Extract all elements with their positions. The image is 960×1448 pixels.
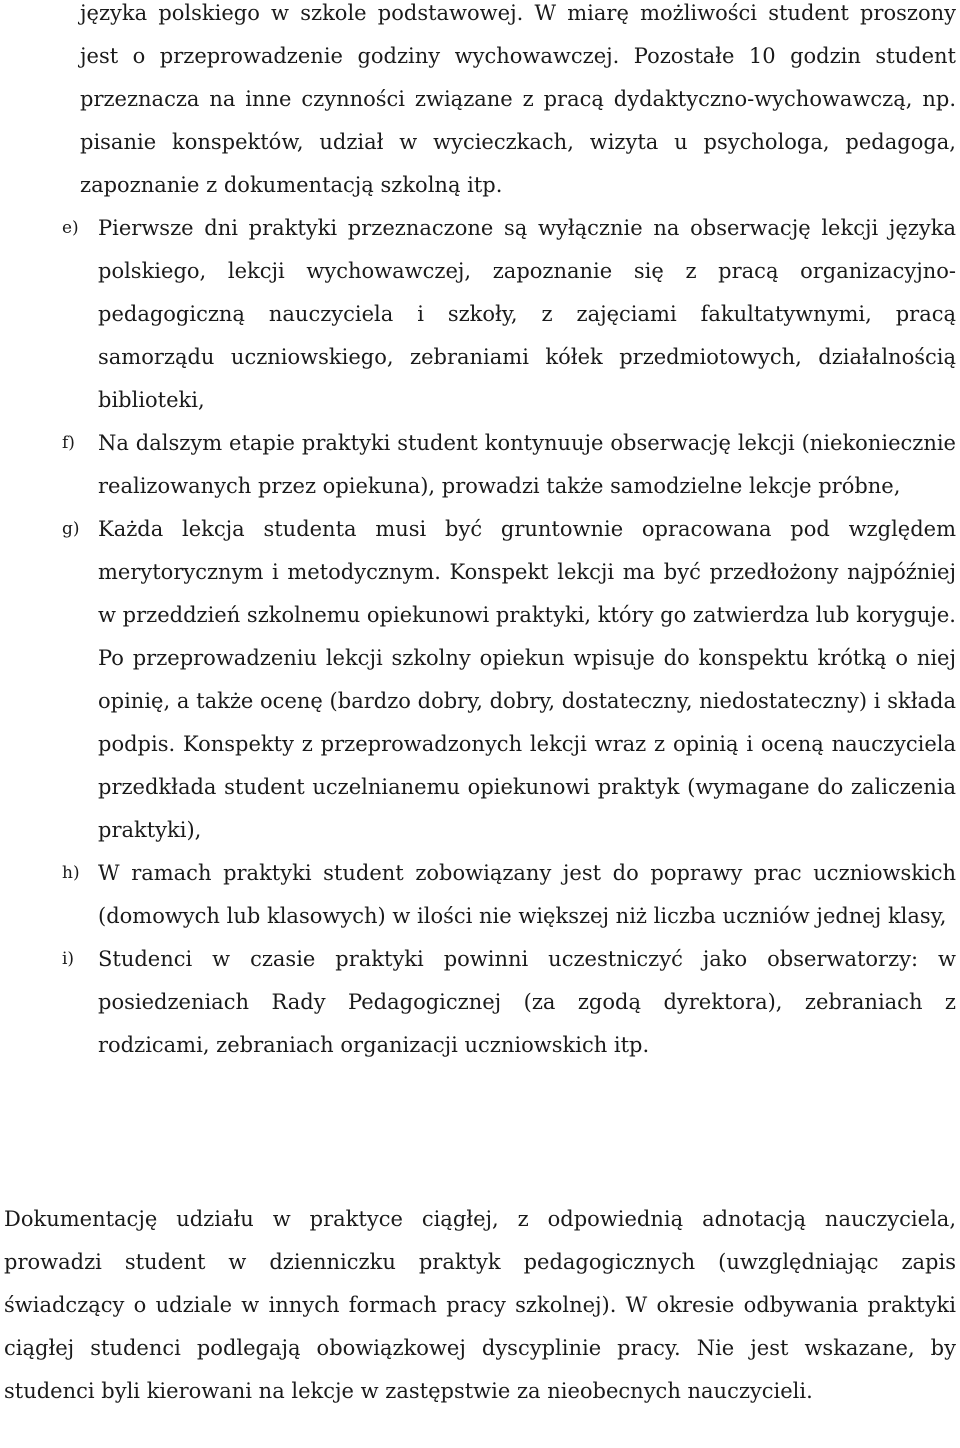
practice-rules-list bbox=[0, 207, 956, 1067]
list-item-text: Każda lekcja studenta musi być gruntownie opracowana pod względem merytorycznym i metodycznym. Konspekt lekcji ma być przedłożony najpóźniej w przeddzień szkolnemu opiekunowi praktyki, który go zatwierdza lub koryguje. Po przeprowadzeniu lekcji szkolny opiekun wpisuje do konspektu krótką o niej opinię, a także ocenę (bardzo dobry, dobry, dostateczny, niedostateczny) i składa podpis. Konspekty z przeprowadzonych lekcji wraz z opinią i oceną nauczyciela przedkłada student uczelnianemu opiekunowi praktyk (wymagane do zaliczenia praktyki), bbox=[98, 517, 956, 842]
list-item bbox=[0, 207, 956, 422]
closing-paragraph: Dokumentację udziału w praktyce ciągłej, z odpowiednią adnotacją nauczyciela, prowadzi student w dzienniczku praktyk pedagogicznych (uwzględniając zapis świadczący o udziale w innych formach pracy szkolnej). W okresie odbywania praktyki ciągłej studenci podlegają obowiązkowej dyscyplinie pracy. Nie jest wskazane, by studenci byli kierowani na lekcje w zastępstwie za nieobecnych nauczycieli. bbox=[4, 1207, 956, 1403]
list-item bbox=[0, 422, 956, 508]
list-marker: i) bbox=[62, 949, 75, 969]
list-item bbox=[0, 938, 956, 1067]
list-item-text: Pierwsze dni praktyki przeznaczone są wyłącznie na obserwację lekcji języka polskiego, lekcji wychowawczej, zapoznanie się z pracą organizacyjno-pedagogiczną nauczyciela i szkoły, z zajęciami fakultatywnymi, pracą samorządu uczniowskiego, zebraniami kółek przedmiotowych, działalnością biblioteki, bbox=[98, 216, 956, 412]
list-item bbox=[0, 852, 956, 938]
list-item bbox=[0, 508, 956, 852]
list-marker: e) bbox=[62, 218, 79, 238]
list-item-text: Na dalszym etapie praktyki student kontynuuje obserwację lekcji (niekoniecznie realizowanych przez opiekuna), prowadzi także samodzielne lekcje próbne, bbox=[98, 431, 956, 498]
list-marker: h) bbox=[62, 863, 80, 883]
list-item-text: W ramach praktyki student zobowiązany jest do poprawy prac uczniowskich (domowych lub klasowych) w ilości nie większej niż liczba uczniów jednej klasy, bbox=[98, 861, 956, 928]
list-marker: g) bbox=[62, 519, 80, 539]
list-marker: f) bbox=[62, 433, 75, 453]
list-item-text: Studenci w czasie praktyki powinni uczestniczyć jako obserwatorzy: w posiedzeniach Rady Pedagogicznej (za zgodą dyrektora), zebraniach z rodzicami, zebraniach organizacji uczniowskich itp. bbox=[98, 947, 956, 1057]
intro-paragraph: języka polskiego w szkole podstawowej. W miarę możliwości student proszony jest o przeprowadzenie godziny wychowawczej. Pozostałe 10 godzin student przeznacza na inne czynności związane z pracą dydaktyczno-wychowawczą, np. pisanie konspektów, udział w wycieczkach, wizyta u psychologa, pedagoga, zapoznanie z dokumentacją szkolną itp. bbox=[80, 1, 956, 197]
